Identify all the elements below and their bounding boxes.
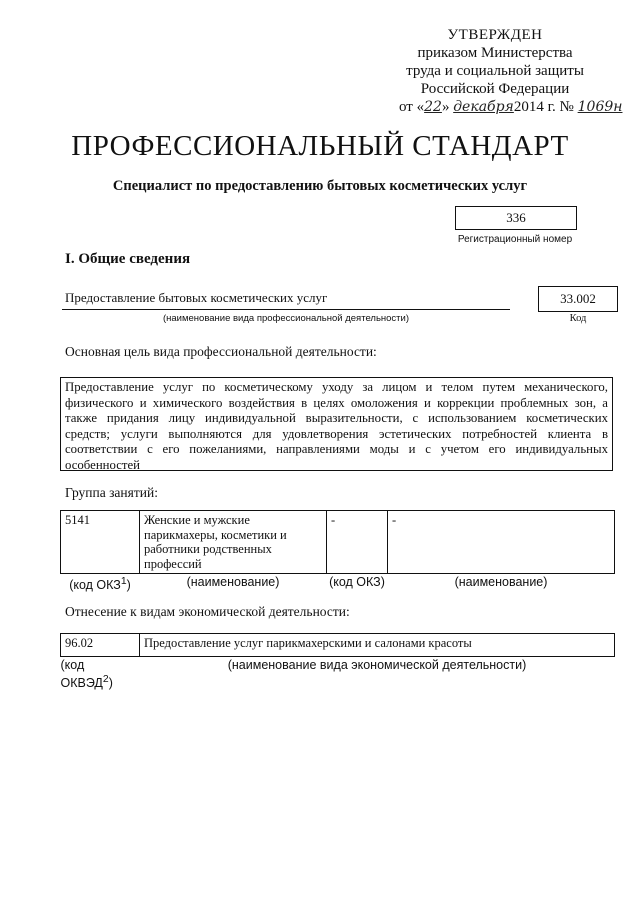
okved-code: 96.02: [61, 634, 140, 657]
date-month: декабря: [453, 99, 514, 115]
approval-block: [390, 26, 623, 116]
caption-okz-1-text: (код ОКЗ: [69, 578, 121, 593]
date-prefix: от «: [399, 99, 425, 115]
date-mid: »: [441, 99, 454, 115]
approval-line-2: приказом Министерства: [417, 45, 573, 61]
goal-label: Основная цель вида профессиональной деятельности:: [65, 344, 377, 359]
caption-okz-1: (код ОКЗ$^1$): [69, 576, 131, 593]
economic-activity-table: [60, 633, 615, 691]
caption-okved-name: (наименование вида экономической деятельности): [227, 658, 527, 672]
approval-line-3: труда и социальной защиты: [406, 63, 584, 79]
registration-number-box: 336: [455, 206, 577, 230]
approval-line-4: Российской Федерации: [420, 81, 570, 97]
section-1-heading: I. Общие сведения: [65, 251, 191, 267]
economic-activity-label: Отнесение к видам экономической деятельности:: [65, 604, 350, 619]
goal-text: Предоставление услуг по косметическому уходу за лицом и телом путем механического, физического и химического воздействия в целях омоложения и коррекции проблемных зон, а также придания лицу индивидуальной выразительности, с использованием косметических средств; услуги выполняются для удовлетворения эстетических потребностей клиента в соответствии с его пожеланиями, направлениями моды и с учетом его индивидуальных особенностей: [60, 377, 613, 471]
occupation-group-label: Группа занятий:: [65, 485, 158, 500]
order-number: 1069н: [577, 99, 623, 115]
table-caption-row: [61, 657, 615, 692]
document-title: ПРОФЕССИОНАЛЬНЫЙ СТАНДАРТ: [71, 130, 569, 162]
activity-code-box: 33.002: [538, 286, 618, 312]
date-year: 2014 г. №: [513, 99, 574, 115]
registration-number-label: Регистрационный номер: [457, 234, 573, 245]
activity-name-caption: (наименование вида профессиональной деятельности): [162, 313, 410, 324]
activity-name: Предоставление бытовых косметических услуг: [65, 290, 328, 305]
caption-okved: (код ОКВЭД$^2$): [60, 658, 113, 690]
caption-okz-2: (код ОКЗ): [329, 575, 385, 589]
document-subtitle: Специалист по предоставлению бытовых косметических услуг: [112, 178, 528, 194]
table-row: [61, 634, 615, 657]
approval-date-line: [399, 98, 623, 116]
caption-name-1: (наименование): [186, 575, 280, 589]
occupation-code-1: 5141: [61, 511, 140, 574]
date-day: 22: [424, 99, 442, 115]
okved-name: Предоставление услуг парикмахерскими и салонами красоты: [140, 634, 615, 657]
caption-okved-text: (код ОКВЭД: [60, 658, 103, 690]
approval-line-1: УТВЕРЖДЕН: [447, 27, 543, 43]
occupation-name-2: -: [388, 511, 615, 574]
footnote-2-mark: 2: [102, 673, 109, 685]
activity-underline: [62, 309, 510, 310]
table-caption-row: [61, 574, 615, 631]
footnote-1-mark: 1: [120, 576, 127, 587]
activity-code-caption: Код: [569, 313, 587, 324]
table-row: [61, 511, 615, 574]
occupation-name-1: Женские и мужские парикмахеры, косметики и работники родственных профессий: [140, 511, 327, 574]
caption-name-2: (наименование): [454, 575, 548, 589]
occupation-code-2: -: [327, 511, 388, 574]
